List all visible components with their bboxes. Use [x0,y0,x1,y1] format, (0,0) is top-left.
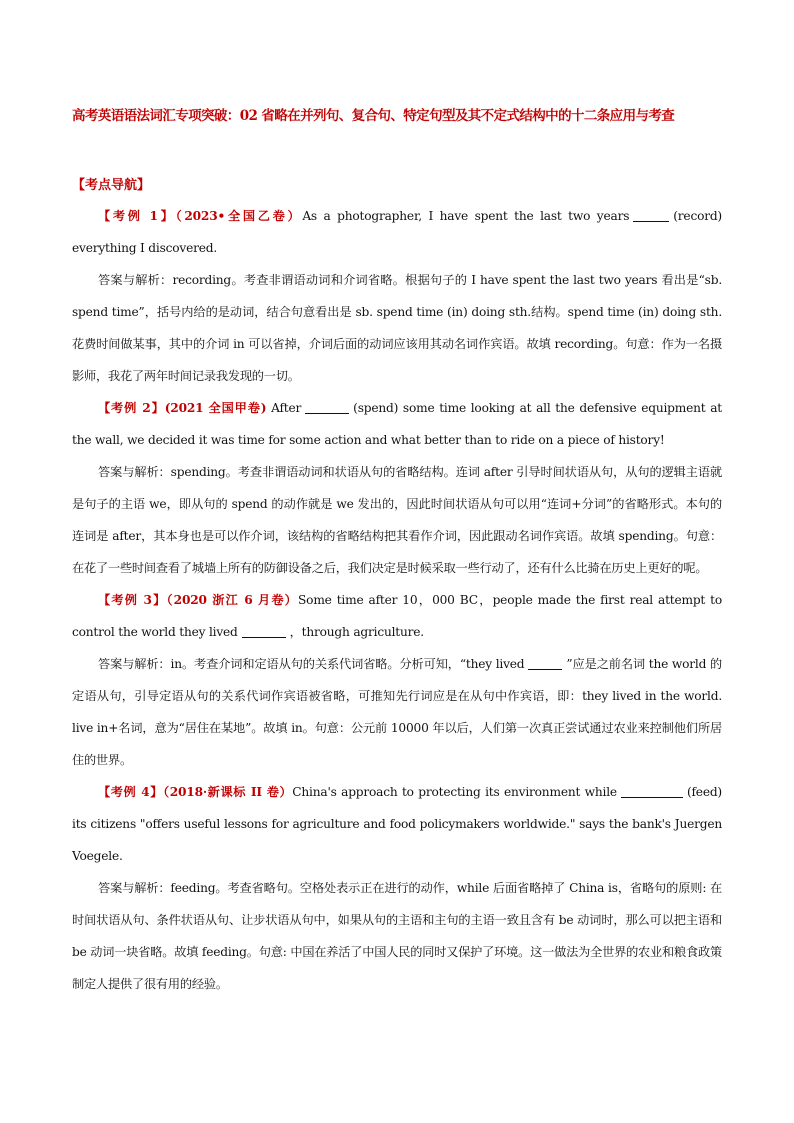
example-4-text-after: (feed) its citizens "offers useful lessons for agriculture and food policymakers worldwide." says the bank's Juergen Voegele. [72,785,722,863]
example-4-answer: 答案与解析：feeding。考查省略句。空格处表示正在进行的动作，while 后面省略掉了 China is，省略句的原则: 在时间状语从句、条件状语从句、让步状语从句中，如果从句的主语和主句的主语一致且含有 be 动词时，那么可以把主语和 be 动词一块省略。故填 feeding。句意: 中国在养活了中国人民的同时又保护了环境。这一做法为全世界的农业和粮食政策制定人提供了很有用的经验。 [72,881,722,991]
document-title: 高考英语语法词汇专项突破：02 省略在并列句、复合句、特定句型及其不定式结构中的十二条应用与考查 [72,108,675,124]
example-1-text-after: (record) everything I discovered. [72,209,722,255]
example-1-tag: 【考例 1】 [98,209,176,223]
example-2-tag: 【考例 2】 [98,401,165,415]
example-3-source: （2020 浙江 6 月卷） [166,593,299,607]
example-1-text-before: As a photographer, I have spent the last two years [302,209,630,223]
example-2-blank [305,399,349,414]
section-heading-nav: 【考点导航】 [72,178,151,193]
example-2-text-after: (spend) some time looking at all the defensive equipment at the wall, we decided it was time for some action and what better than to ride on a piece of history! [72,401,722,447]
example-3-answer-before: 答案与解析：in。考查介词和定语从句的关系代词省略。分析可知，“they lived [98,657,525,671]
example-3-blank [242,623,286,638]
example-4-source: （2018·新课标 II 卷） [163,785,293,799]
example-3-tag: 【考例 3】 [98,593,167,607]
example-2-answer: 答案与解析：spending。考查非谓语动词和状语从句的省略结构。连词 after 引导时间状语从句，从句的逻辑主语就是句子的主语 we，即从句的 spend 的动作就是 we 发出的，因此时间状语从句可以用“连词+分词”的省略形式。本句的连词是 after，其本身也是可以作介词，该结构的省略结构把其看作介词，因此跟动名词作宾语。故填 spending。句意：在花了一些时间查看了城墙上所有的防御设备之后，我们决定是时候采取一些行动了，还有什么比骑在历史上更好的呢。 [72,465,722,575]
document-body [72,200,722,1000]
example-1-source: （2023•全国乙卷） [175,209,303,223]
example-1-answer: 答案与解析：recording。考查非谓语动词和介词省略。根据句子的 I have spent the last two years 看出是“sb. spend time”，括号内给的是动词，结合句意看出是 sb. spend time (in) doing sth.结构。spend time (in) doing sth.花费时间做某事，其中的介词 in 可以省掉，介词后面的动词应该用其动名词作宾语。故填 recording。句意：作为一名摄影师，我花了两年时间记录我发现的一切。 [72,273,722,383]
example-2-text-before: After [271,401,302,415]
example-4-blank [621,783,683,798]
example-1-question [72,200,722,264]
example-4-tag: 【考例 4】 [98,785,164,799]
example-3-text-before: Some time after 10，000 BC，people made the first real attempt to control the world they lived [72,593,722,639]
example-4-question [72,776,722,872]
example-4-text-before: China's approach to protecting its environment while [292,785,617,799]
example-3-text-after: ，through agriculture. [289,625,424,639]
example-3-answer-blank [528,655,562,670]
example-3-answer-after: ”应是之前名词 the world 的定语从句，引导定语从句的关系代词作宾语被省略，可推知先行词应是在从句中作宾语，即：they lived in the world. live in+名词，意为“居住在某地”。故填 in。句意：公元前 10000 年以后，人们第一次真正尝试通过农业来控制他们所居住的世界。 [72,657,722,767]
example-2-source: (2021 全国甲卷) [164,401,267,415]
example-2-question [72,392,722,456]
example-3-answer [72,648,722,776]
example-3-question [72,584,722,648]
example-1-blank [633,207,669,222]
